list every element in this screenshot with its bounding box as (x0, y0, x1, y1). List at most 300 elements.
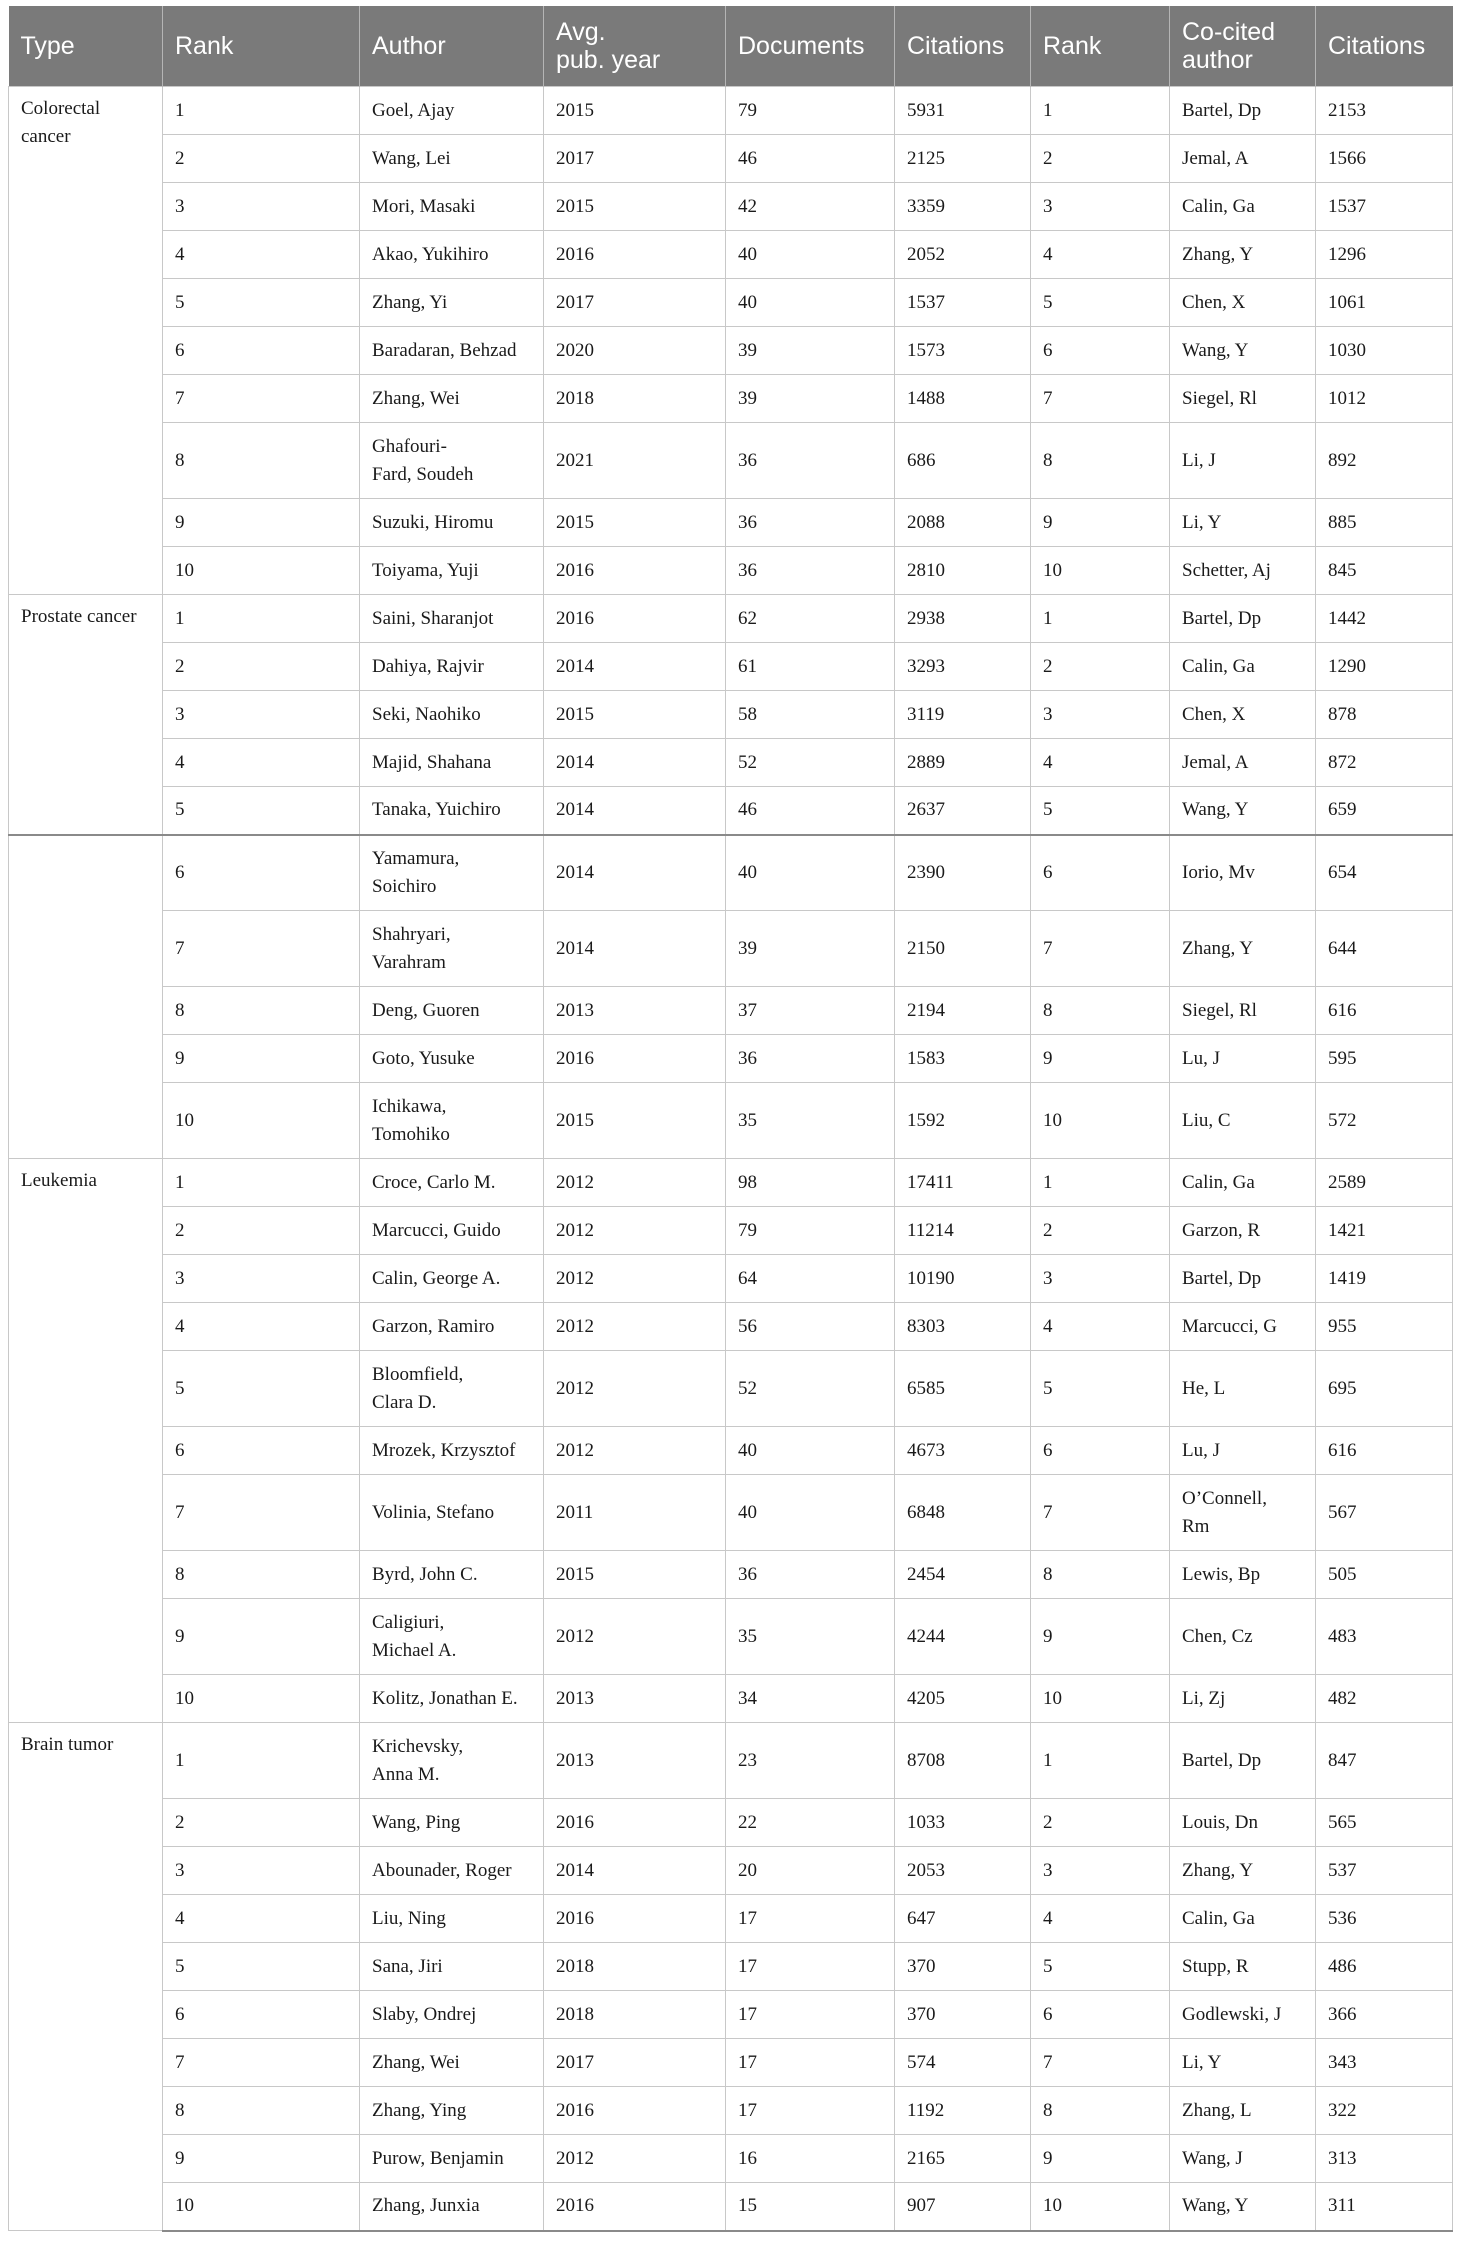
citations-cell: 370 (895, 1991, 1031, 2039)
cocited-citations-cell: 322 (1316, 2087, 1453, 2135)
cocited-author-cell: Li, Zj (1170, 1675, 1316, 1723)
documents-cell: 79 (726, 1207, 895, 1255)
cocited-rank-cell: 3 (1031, 1847, 1170, 1895)
cocited-citations-cell: 505 (1316, 1551, 1453, 1599)
cocited-citations-cell: 695 (1316, 1351, 1453, 1427)
citations-cell: 1573 (895, 327, 1031, 375)
year-cell: 2011 (544, 1475, 726, 1551)
rank-cell: 4 (163, 1303, 360, 1351)
rank-cell: 6 (163, 1991, 360, 2039)
cocited-author-cell: Chen, X (1170, 691, 1316, 739)
rank-cell: 1 (163, 1159, 360, 1207)
table-row (9, 1083, 1453, 1159)
cocited-author-cell: Wang, J (1170, 2135, 1316, 2183)
citations-cell: 11214 (895, 1207, 1031, 1255)
cocited-citations-cell: 885 (1316, 499, 1453, 547)
rank-cell: 3 (163, 691, 360, 739)
table-row (9, 595, 1453, 643)
cocited-rank-cell: 1 (1031, 1159, 1170, 1207)
citations-cell: 370 (895, 1943, 1031, 1991)
citations-cell: 907 (895, 2183, 1031, 2231)
table-row (9, 1991, 1453, 2039)
table-row (9, 1159, 1453, 1207)
documents-cell: 40 (726, 835, 895, 911)
citations-cell: 3293 (895, 643, 1031, 691)
table-row (9, 1799, 1453, 1847)
cocited-author-cell: Calin, Ga (1170, 1895, 1316, 1943)
year-cell: 2015 (544, 1083, 726, 1159)
author-cell: Akao, Yukihiro (360, 231, 544, 279)
table-row (9, 1675, 1453, 1723)
year-cell: 2018 (544, 1991, 726, 2039)
documents-cell: 40 (726, 1475, 895, 1551)
header-author: Author (360, 6, 544, 87)
year-cell: 2016 (544, 595, 726, 643)
cocited-rank-cell: 3 (1031, 183, 1170, 231)
documents-cell: 39 (726, 327, 895, 375)
rank-cell: 7 (163, 2039, 360, 2087)
cocited-author-cell: Li, Y (1170, 2039, 1316, 2087)
cocited-author-cell: Stupp, R (1170, 1943, 1316, 1991)
table-row (9, 2183, 1453, 2231)
author-cell: Baradaran, Behzad (360, 327, 544, 375)
rank-cell: 4 (163, 739, 360, 787)
cocited-rank-cell: 9 (1031, 1035, 1170, 1083)
table-row (9, 423, 1453, 499)
author-cell: Marcucci, Guido (360, 1207, 544, 1255)
cocited-citations-cell: 892 (1316, 423, 1453, 499)
citations-cell: 8303 (895, 1303, 1031, 1351)
rank-cell: 8 (163, 1551, 360, 1599)
table-row (9, 1723, 1453, 1799)
cocited-rank-cell: 8 (1031, 2087, 1170, 2135)
author-cell: Dahiya, Rajvir (360, 643, 544, 691)
author-cell: Suzuki, Hiromu (360, 499, 544, 547)
rank-cell: 7 (163, 375, 360, 423)
citations-cell: 3119 (895, 691, 1031, 739)
cocited-rank-cell: 8 (1031, 987, 1170, 1035)
cocited-rank-cell: 2 (1031, 135, 1170, 183)
cocited-citations-cell: 537 (1316, 1847, 1453, 1895)
table-row (9, 135, 1453, 183)
author-cell: Goel, Ajay (360, 87, 544, 135)
cocited-rank-cell: 7 (1031, 911, 1170, 987)
cocited-author-cell: Siegel, Rl (1170, 987, 1316, 1035)
rank-cell: 4 (163, 231, 360, 279)
cocited-rank-cell: 2 (1031, 643, 1170, 691)
cocited-author-cell: He, L (1170, 1351, 1316, 1427)
author-cell: Sana, Jiri (360, 1943, 544, 1991)
year-cell: 2017 (544, 279, 726, 327)
documents-cell: 34 (726, 1675, 895, 1723)
citations-cell: 2390 (895, 835, 1031, 911)
citations-cell: 2938 (895, 595, 1031, 643)
header-documents: Documents (726, 6, 895, 87)
rank-cell: 7 (163, 911, 360, 987)
citations-cell: 5931 (895, 87, 1031, 135)
cocited-citations-cell: 644 (1316, 911, 1453, 987)
year-cell: 2013 (544, 1675, 726, 1723)
cocited-author-cell: Schetter, Aj (1170, 547, 1316, 595)
documents-cell: 56 (726, 1303, 895, 1351)
citations-cell: 10190 (895, 1255, 1031, 1303)
citations-cell: 1033 (895, 1799, 1031, 1847)
cocited-author-cell: Zhang, Y (1170, 1847, 1316, 1895)
rank-cell: 8 (163, 2087, 360, 2135)
year-cell: 2018 (544, 375, 726, 423)
cocited-author-cell: Bartel, Dp (1170, 1723, 1316, 1799)
cocited-citations-cell: 1296 (1316, 231, 1453, 279)
documents-cell: 17 (726, 1943, 895, 1991)
cocited-author-cell: Zhang, Y (1170, 911, 1316, 987)
cocited-citations-cell: 845 (1316, 547, 1453, 595)
rank-cell: 3 (163, 1255, 360, 1303)
rank-cell: 5 (163, 1351, 360, 1427)
year-cell: 2016 (544, 1035, 726, 1083)
cocited-rank-cell: 9 (1031, 2135, 1170, 2183)
cocited-citations-cell: 565 (1316, 1799, 1453, 1847)
cocited-author-cell: Bartel, Dp (1170, 1255, 1316, 1303)
documents-cell: 17 (726, 1991, 895, 2039)
cocited-rank-cell: 2 (1031, 1207, 1170, 1255)
table-row (9, 547, 1453, 595)
year-cell: 2014 (544, 1847, 726, 1895)
type-cell: Colorectal cancer (9, 87, 163, 595)
type-cell: Prostate cancer (9, 595, 163, 835)
author-cell: Wang, Lei (360, 135, 544, 183)
documents-cell: 23 (726, 1723, 895, 1799)
year-cell: 2016 (544, 231, 726, 279)
cocited-rank-cell: 9 (1031, 499, 1170, 547)
header-cocited-citations: Citations (1316, 6, 1453, 87)
rank-cell: 8 (163, 423, 360, 499)
cocited-author-cell: Siegel, Rl (1170, 375, 1316, 423)
table-row (9, 1847, 1453, 1895)
header-rank: Rank (163, 6, 360, 87)
cocited-citations-cell: 872 (1316, 739, 1453, 787)
author-cell: Byrd, John C. (360, 1551, 544, 1599)
table-row (9, 1475, 1453, 1551)
cocited-citations-cell: 536 (1316, 1895, 1453, 1943)
documents-cell: 39 (726, 375, 895, 423)
citations-cell: 647 (895, 1895, 1031, 1943)
author-cell: Purow, Benjamin (360, 2135, 544, 2183)
table-row (9, 787, 1453, 835)
documents-cell: 52 (726, 739, 895, 787)
documents-cell: 17 (726, 1895, 895, 1943)
author-cell: Bloomfield, Clara D. (360, 1351, 544, 1427)
table-row (9, 835, 1453, 911)
rank-cell: 10 (163, 1675, 360, 1723)
table-row (9, 739, 1453, 787)
cocited-rank-cell: 6 (1031, 835, 1170, 911)
rank-cell: 7 (163, 1475, 360, 1551)
cocited-rank-cell: 6 (1031, 1427, 1170, 1475)
cocited-citations-cell: 311 (1316, 2183, 1453, 2231)
year-cell: 2014 (544, 835, 726, 911)
cocited-author-cell: Zhang, L (1170, 2087, 1316, 2135)
citations-cell: 2088 (895, 499, 1031, 547)
cocited-citations-cell: 1537 (1316, 183, 1453, 231)
citations-cell: 8708 (895, 1723, 1031, 1799)
year-cell: 2014 (544, 787, 726, 835)
year-cell: 2015 (544, 499, 726, 547)
cocited-rank-cell: 6 (1031, 327, 1170, 375)
header-cocited-author: Co-cited author (1170, 6, 1316, 87)
citations-cell: 4673 (895, 1427, 1031, 1475)
documents-cell: 58 (726, 691, 895, 739)
documents-cell: 35 (726, 1599, 895, 1675)
year-cell: 2012 (544, 1303, 726, 1351)
cocited-citations-cell: 1419 (1316, 1255, 1453, 1303)
citations-cell: 2125 (895, 135, 1031, 183)
table-row (9, 1303, 1453, 1351)
year-cell: 2012 (544, 1427, 726, 1475)
citation-table (8, 6, 1453, 2232)
documents-cell: 79 (726, 87, 895, 135)
table-row (9, 375, 1453, 423)
table-row (9, 1599, 1453, 1675)
cocited-rank-cell: 1 (1031, 595, 1170, 643)
table-row (9, 1207, 1453, 1255)
documents-cell: 46 (726, 135, 895, 183)
author-cell: Kolitz, Jonathan E. (360, 1675, 544, 1723)
cocited-author-cell: Calin, Ga (1170, 643, 1316, 691)
header-type: Type (9, 6, 163, 87)
year-cell: 2012 (544, 1255, 726, 1303)
documents-cell: 36 (726, 547, 895, 595)
citations-cell: 2052 (895, 231, 1031, 279)
year-cell: 2012 (544, 2135, 726, 2183)
citations-cell: 17411 (895, 1159, 1031, 1207)
table-row (9, 499, 1453, 547)
cocited-author-cell: Wang, Y (1170, 327, 1316, 375)
rank-cell: 6 (163, 327, 360, 375)
table-row (9, 2135, 1453, 2183)
cocited-citations-cell: 567 (1316, 1475, 1453, 1551)
author-cell: Zhang, Wei (360, 375, 544, 423)
year-cell: 2015 (544, 691, 726, 739)
header-cocited-rank: Rank (1031, 6, 1170, 87)
rank-cell: 10 (163, 2183, 360, 2231)
documents-cell: 15 (726, 2183, 895, 2231)
rank-cell: 3 (163, 183, 360, 231)
rank-cell: 9 (163, 1599, 360, 1675)
cocited-rank-cell: 3 (1031, 691, 1170, 739)
cocited-citations-cell: 616 (1316, 987, 1453, 1035)
citations-cell: 4205 (895, 1675, 1031, 1723)
documents-cell: 17 (726, 2039, 895, 2087)
author-cell: Zhang, Yi (360, 279, 544, 327)
cocited-citations-cell: 616 (1316, 1427, 1453, 1475)
citations-cell: 2810 (895, 547, 1031, 595)
author-cell: Goto, Yusuke (360, 1035, 544, 1083)
citations-cell: 574 (895, 2039, 1031, 2087)
cocited-citations-cell: 847 (1316, 1723, 1453, 1799)
author-cell: Wang, Ping (360, 1799, 544, 1847)
cocited-rank-cell: 3 (1031, 1255, 1170, 1303)
citations-cell: 686 (895, 423, 1031, 499)
cocited-author-cell: Lewis, Bp (1170, 1551, 1316, 1599)
year-cell: 2020 (544, 327, 726, 375)
rank-cell: 9 (163, 1035, 360, 1083)
cocited-author-cell: Li, Y (1170, 499, 1316, 547)
cocited-rank-cell: 5 (1031, 787, 1170, 835)
rank-cell: 3 (163, 1847, 360, 1895)
cocited-citations-cell: 1566 (1316, 135, 1453, 183)
cocited-citations-cell: 659 (1316, 787, 1453, 835)
cocited-rank-cell: 5 (1031, 1943, 1170, 1991)
table-row (9, 1035, 1453, 1083)
table-row (9, 691, 1453, 739)
rank-cell: 1 (163, 1723, 360, 1799)
documents-cell: 46 (726, 787, 895, 835)
cocited-citations-cell: 955 (1316, 1303, 1453, 1351)
cocited-rank-cell: 7 (1031, 2039, 1170, 2087)
citations-cell: 2165 (895, 2135, 1031, 2183)
rank-cell: 6 (163, 835, 360, 911)
author-cell: Volinia, Stefano (360, 1475, 544, 1551)
rank-cell: 8 (163, 987, 360, 1035)
cocited-citations-cell: 1290 (1316, 643, 1453, 691)
author-cell: Yamamura, Soichiro (360, 835, 544, 911)
cocited-author-cell: Lu, J (1170, 1035, 1316, 1083)
cocited-rank-cell: 6 (1031, 1991, 1170, 2039)
citations-cell: 1488 (895, 375, 1031, 423)
year-cell: 2014 (544, 911, 726, 987)
cocited-citations-cell: 483 (1316, 1599, 1453, 1675)
cocited-rank-cell: 2 (1031, 1799, 1170, 1847)
year-cell: 2012 (544, 1159, 726, 1207)
rank-cell: 1 (163, 595, 360, 643)
table-row (9, 1895, 1453, 1943)
author-cell: Zhang, Ying (360, 2087, 544, 2135)
documents-cell: 36 (726, 423, 895, 499)
cocited-author-cell: Calin, Ga (1170, 183, 1316, 231)
year-cell: 2021 (544, 423, 726, 499)
documents-cell: 42 (726, 183, 895, 231)
cocited-author-cell: Jemal, A (1170, 739, 1316, 787)
rank-cell: 2 (163, 135, 360, 183)
table-row (9, 643, 1453, 691)
author-cell: Majid, Shahana (360, 739, 544, 787)
author-cell: Toiyama, Yuji (360, 547, 544, 595)
year-cell: 2014 (544, 739, 726, 787)
cocited-author-cell: Bartel, Dp (1170, 595, 1316, 643)
cocited-citations-cell: 1030 (1316, 327, 1453, 375)
author-cell: Croce, Carlo M. (360, 1159, 544, 1207)
cocited-citations-cell: 343 (1316, 2039, 1453, 2087)
cocited-citations-cell: 1012 (1316, 375, 1453, 423)
citations-cell: 6585 (895, 1351, 1031, 1427)
cocited-rank-cell: 4 (1031, 231, 1170, 279)
cocited-citations-cell: 482 (1316, 1675, 1453, 1723)
cocited-author-cell: Li, J (1170, 423, 1316, 499)
header-citations: Citations (895, 6, 1031, 87)
year-cell: 2013 (544, 987, 726, 1035)
cocited-citations-cell: 878 (1316, 691, 1453, 739)
type-cell (9, 835, 163, 1159)
cocited-rank-cell: 10 (1031, 1675, 1170, 1723)
cocited-rank-cell: 10 (1031, 1083, 1170, 1159)
table-row (9, 1351, 1453, 1427)
cocited-rank-cell: 9 (1031, 1599, 1170, 1675)
cocited-rank-cell: 4 (1031, 739, 1170, 787)
table-row (9, 1255, 1453, 1303)
citations-cell: 1583 (895, 1035, 1031, 1083)
citations-cell: 1592 (895, 1083, 1031, 1159)
author-cell: Zhang, Wei (360, 2039, 544, 2087)
documents-cell: 36 (726, 1551, 895, 1599)
year-cell: 2015 (544, 87, 726, 135)
cocited-rank-cell: 10 (1031, 2183, 1170, 2231)
year-cell: 2016 (544, 1895, 726, 1943)
author-cell: Deng, Guoren (360, 987, 544, 1035)
table-row (9, 279, 1453, 327)
year-cell: 2018 (544, 1943, 726, 1991)
documents-cell: 22 (726, 1799, 895, 1847)
year-cell: 2014 (544, 643, 726, 691)
cocited-author-cell: Zhang, Y (1170, 231, 1316, 279)
documents-cell: 52 (726, 1351, 895, 1427)
documents-cell: 36 (726, 499, 895, 547)
documents-cell: 20 (726, 1847, 895, 1895)
rank-cell: 5 (163, 1943, 360, 1991)
cocited-rank-cell: 5 (1031, 279, 1170, 327)
author-cell: Garzon, Ramiro (360, 1303, 544, 1351)
rank-cell: 10 (163, 1083, 360, 1159)
year-cell: 2012 (544, 1207, 726, 1255)
table-row (9, 231, 1453, 279)
author-cell: Mrozek, Krzysztof (360, 1427, 544, 1475)
documents-cell: 37 (726, 987, 895, 1035)
citations-cell: 3359 (895, 183, 1031, 231)
cocited-author-cell: Bartel, Dp (1170, 87, 1316, 135)
type-cell: Leukemia (9, 1159, 163, 1723)
year-cell: 2016 (544, 2087, 726, 2135)
cocited-rank-cell: 10 (1031, 547, 1170, 595)
cocited-author-cell: Iorio, Mv (1170, 835, 1316, 911)
rank-cell: 1 (163, 87, 360, 135)
cocited-citations-cell: 313 (1316, 2135, 1453, 2183)
rank-cell: 2 (163, 1799, 360, 1847)
rank-cell: 10 (163, 547, 360, 595)
author-cell: Liu, Ning (360, 1895, 544, 1943)
cocited-citations-cell: 486 (1316, 1943, 1453, 1991)
rank-cell: 9 (163, 499, 360, 547)
cocited-rank-cell: 4 (1031, 1303, 1170, 1351)
author-cell: Calin, George A. (360, 1255, 544, 1303)
documents-cell: 36 (726, 1035, 895, 1083)
year-cell: 2016 (544, 1799, 726, 1847)
documents-cell: 16 (726, 2135, 895, 2183)
documents-cell: 40 (726, 279, 895, 327)
header-avg-pub-year: Avg. pub. year (544, 6, 726, 87)
citations-cell: 2150 (895, 911, 1031, 987)
author-cell: Krichevsky, Anna M. (360, 1723, 544, 1799)
cocited-citations-cell: 1442 (1316, 595, 1453, 643)
table-row (9, 911, 1453, 987)
documents-cell: 64 (726, 1255, 895, 1303)
citations-cell: 4244 (895, 1599, 1031, 1675)
documents-cell: 35 (726, 1083, 895, 1159)
year-cell: 2012 (544, 1351, 726, 1427)
author-cell: Seki, Naohiko (360, 691, 544, 739)
documents-cell: 40 (726, 1427, 895, 1475)
author-cell: Caligiuri, Michael A. (360, 1599, 544, 1675)
citations-cell: 2454 (895, 1551, 1031, 1599)
author-cell: Tanaka, Yuichiro (360, 787, 544, 835)
